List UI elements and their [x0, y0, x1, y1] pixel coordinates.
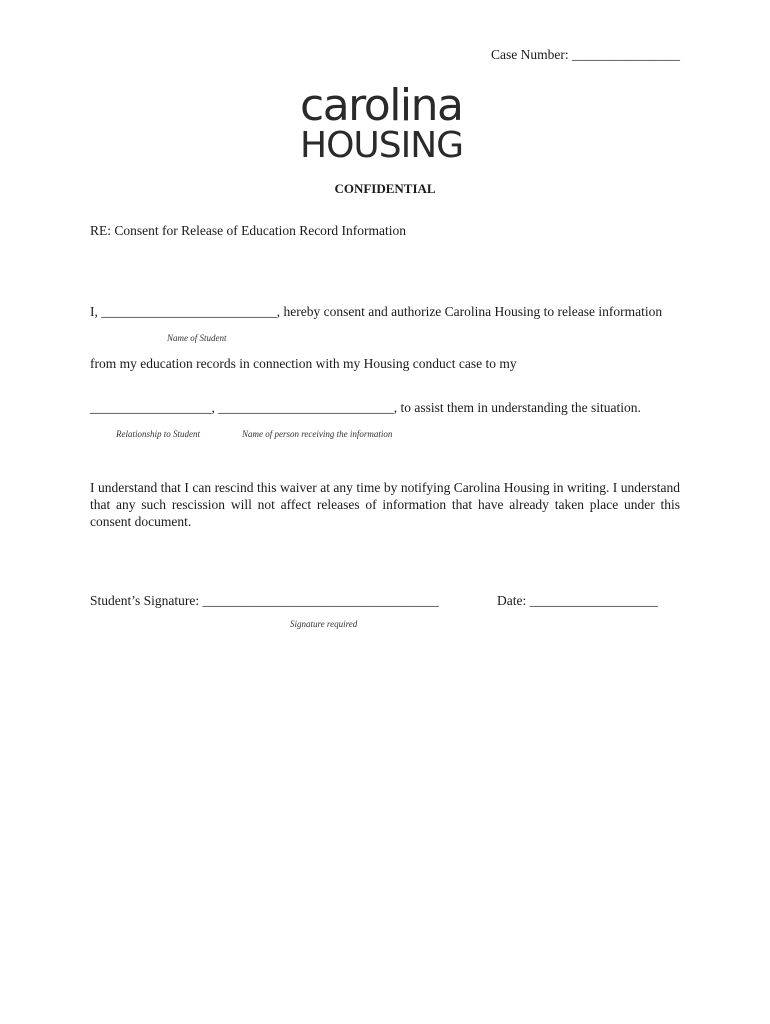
document-title: CONFIDENTIAL — [334, 181, 436, 196]
consent-line-1: I, __________________________, hereby consent and authorize Carolina Housing to release information — [90, 304, 663, 319]
caption-person-receiving: Name of person receiving the information — [242, 429, 393, 439]
rescind-paragraph: I understand that I can rescind this waiver at any time by notifying Carolina Housing in writing. I understand that any such rescission will not affect releases of information that have already taken place under this consent document. — [90, 480, 680, 529]
caption-name-of-student: Name of Student — [167, 333, 227, 343]
caption-relationship: Relationship to Student — [116, 429, 200, 439]
signature-line: Student’s Signature: ___________________________________ — [90, 593, 439, 608]
caption-signature-required: Signature required — [290, 619, 358, 629]
subject-line: RE: Consent for Release of Education Record Information — [90, 223, 407, 238]
consent-line-3: __________________, __________________________, to assist them in understanding the situation. — [90, 400, 641, 415]
case-number-field: Case Number: ________________ — [491, 47, 680, 62]
logo-line-carolina: carolina — [300, 80, 463, 131]
logo-line-housing: HOUSING — [300, 125, 464, 166]
consent-line-2: from my education records in connection with my Housing conduct case to my — [90, 356, 517, 371]
carolina-housing-logo — [300, 80, 470, 166]
date-line: Date: ___________________ — [497, 593, 658, 608]
